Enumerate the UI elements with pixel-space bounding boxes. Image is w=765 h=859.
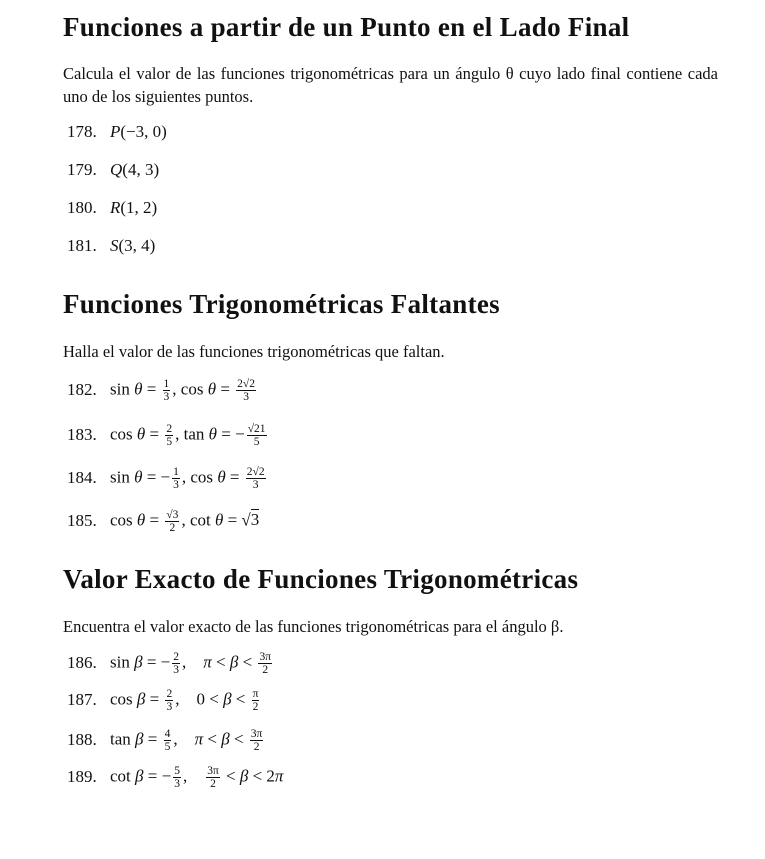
exercise-math: [110, 423, 269, 448]
numerator: 4: [164, 727, 171, 740]
fraction: [165, 688, 173, 713]
exercise-math: [110, 688, 261, 713]
denominator: 2: [262, 663, 269, 676]
exercise-item: [67, 685, 261, 715]
math-variable: β: [221, 728, 230, 748]
math-text: =: [216, 378, 235, 398]
exercise-number: 179.: [67, 160, 97, 179]
math-text: < 2: [248, 765, 275, 785]
numerator: 2: [166, 687, 173, 700]
denominator: 2: [210, 777, 216, 790]
radical-sign-icon: √: [241, 509, 251, 529]
math-variable: θ: [207, 378, 217, 398]
denominator: 5: [164, 740, 171, 753]
math-text: , cos: [181, 466, 218, 486]
math-text: ,: [173, 728, 195, 748]
exercise-math: [110, 236, 155, 256]
denominator: 2: [252, 700, 259, 713]
exercise-math: [110, 651, 274, 676]
math-variable: β: [229, 651, 239, 671]
exercise-item: [67, 117, 167, 147]
math-text: = −: [143, 765, 172, 785]
math-text: =: [145, 509, 164, 529]
math-text: <: [203, 728, 222, 748]
numerator: √3: [166, 508, 179, 521]
exercise-item: [67, 725, 265, 755]
math-text: sin: [110, 651, 135, 671]
fraction: [206, 765, 220, 790]
math-text: , cos: [172, 378, 208, 398]
fraction: [246, 466, 266, 491]
fraction: [163, 378, 171, 403]
math-variable: θ: [136, 509, 146, 529]
denominator: 3: [174, 777, 180, 790]
exercise-number: 181.: [67, 236, 97, 255]
section-title-exact-value: Valor Exacto de Funciones Trigonométricas: [63, 564, 579, 594]
math-text: =: [223, 509, 242, 529]
math-variable: β: [223, 688, 232, 708]
math-text: sin: [110, 466, 135, 486]
exercise-math: [110, 466, 268, 491]
section-intro: Calcula el valor de las funciones trigonométricas para un ángulo θ cuyo lado final contiene cada uno de los siguientes puntos.: [63, 64, 718, 106]
math-variable: θ: [208, 423, 218, 443]
math-variable: θ: [214, 509, 224, 529]
fraction: [172, 466, 180, 491]
numerator: 2: [166, 422, 173, 435]
numerator: 1: [163, 377, 170, 390]
exercise-item: [67, 155, 159, 185]
math-variable: β: [134, 651, 143, 671]
sqrt-expression: [241, 509, 259, 529]
math-variable: β: [136, 688, 146, 708]
math-text: =: [145, 423, 164, 443]
exercise-number: 188.: [67, 730, 97, 749]
exercise-item: [67, 762, 283, 792]
radicand: 3: [250, 509, 260, 529]
math-variable: θ: [136, 423, 146, 443]
exercise-number: 185.: [67, 511, 97, 530]
exercise-number: 187.: [67, 690, 97, 709]
math-text: = −: [142, 466, 171, 486]
fraction: [250, 728, 264, 753]
math-text: (−3, 0): [120, 122, 167, 141]
numerator: 3π: [207, 764, 219, 777]
math-variable: θ: [134, 466, 143, 486]
math-text: <: [211, 651, 230, 671]
denominator: 3: [243, 390, 249, 403]
denominator: 3: [166, 700, 173, 713]
denominator: 5: [253, 435, 260, 448]
numerator: 2√2: [237, 377, 255, 390]
exercise-item: [67, 231, 155, 261]
exercise-math: [110, 509, 259, 534]
fraction: [165, 509, 179, 534]
exercise-item: [67, 193, 157, 223]
fraction: [172, 651, 180, 676]
section-intro: Encuentra el valor exacto de las funciones trigonométricas para el ángulo β.: [63, 617, 564, 636]
numerator: 3π: [250, 727, 263, 740]
exercise-math: [110, 198, 157, 218]
exercise-item: [67, 463, 268, 493]
math-variable: π: [274, 765, 284, 785]
fraction: [164, 728, 172, 753]
math-variable: β: [135, 765, 144, 785]
exercise-item: [67, 375, 258, 405]
math-text: cot: [110, 765, 136, 785]
exercise-math: [110, 765, 283, 790]
math-variable: β: [239, 765, 249, 785]
math-text: cos: [110, 509, 137, 529]
exercise-math: [110, 160, 159, 180]
math-variable: π: [194, 728, 204, 748]
fraction: [236, 378, 256, 403]
exercise-number: 186.: [67, 653, 97, 672]
section-intro: Halla el valor de las funciones trigonométricas que faltan.: [63, 342, 445, 361]
denominator: 3: [173, 663, 179, 676]
denominator: 2: [169, 521, 176, 534]
math-variable: θ: [217, 466, 226, 486]
math-variable: π: [203, 651, 212, 671]
math-variable: θ: [134, 378, 143, 398]
exercise-number: 189.: [67, 767, 97, 786]
math-variable: P: [110, 122, 121, 141]
math-text: (4, 3): [122, 160, 160, 179]
exercise-item: [67, 506, 259, 536]
math-variable: β: [135, 728, 144, 748]
numerator: 1: [173, 465, 179, 478]
numerator: 5: [174, 764, 180, 777]
math-text: cos: [110, 423, 137, 443]
math-text: = −: [217, 423, 245, 443]
denominator: 5: [166, 435, 173, 448]
denominator: 2: [253, 740, 260, 753]
math-variable: R: [110, 198, 121, 217]
exercise-math: [110, 378, 258, 403]
denominator: 3: [252, 478, 259, 491]
fraction: [173, 765, 181, 790]
math-text: (3, 4): [118, 236, 156, 255]
math-text: (1, 2): [120, 198, 158, 217]
fraction: [258, 651, 272, 676]
math-text: tan: [110, 728, 136, 748]
math-variable: Q: [110, 160, 123, 179]
math-text: =: [225, 466, 244, 486]
exercise-item: [67, 420, 269, 450]
math-text: = −: [142, 651, 171, 671]
exercise-number: 180.: [67, 198, 97, 217]
fraction: [247, 423, 267, 448]
section-title-missing-functions: Funciones Trigonométricas Faltantes: [63, 289, 500, 319]
math-text: , cot: [181, 509, 215, 529]
math-text: <: [231, 688, 250, 708]
exercise-number: 184.: [67, 468, 97, 487]
math-text: sin: [110, 378, 135, 398]
numerator: 3π: [259, 650, 271, 663]
fraction: [165, 423, 173, 448]
math-text: =: [143, 728, 162, 748]
denominator: 3: [163, 390, 170, 403]
math-text: , 0 <: [175, 688, 224, 708]
exercise-math: [110, 728, 265, 753]
numerator: √21: [247, 422, 266, 435]
math-text: <: [221, 765, 240, 785]
denominator: 3: [173, 478, 179, 491]
math-text: <: [229, 728, 248, 748]
math-text: =: [142, 378, 161, 398]
math-text: cos: [110, 688, 137, 708]
math-variable: S: [110, 236, 119, 255]
math-text: ,: [182, 765, 205, 785]
numerator: π: [252, 687, 259, 700]
exercise-math: [110, 122, 167, 142]
fraction: [252, 688, 260, 713]
exercise-item: [67, 648, 274, 678]
numerator: 2: [173, 650, 179, 663]
math-text: =: [145, 688, 164, 708]
exercise-number: 182.: [67, 380, 97, 399]
math-text: <: [238, 651, 257, 671]
section-title-point-terminal-side: Funciones a partir de un Punto en el Lado Final: [63, 12, 630, 42]
math-text: ,: [182, 651, 204, 671]
math-text: , tan: [175, 423, 209, 443]
numerator: 2√2: [246, 465, 265, 478]
exercise-number: 183.: [67, 425, 97, 444]
exercise-number: 178.: [67, 122, 97, 141]
